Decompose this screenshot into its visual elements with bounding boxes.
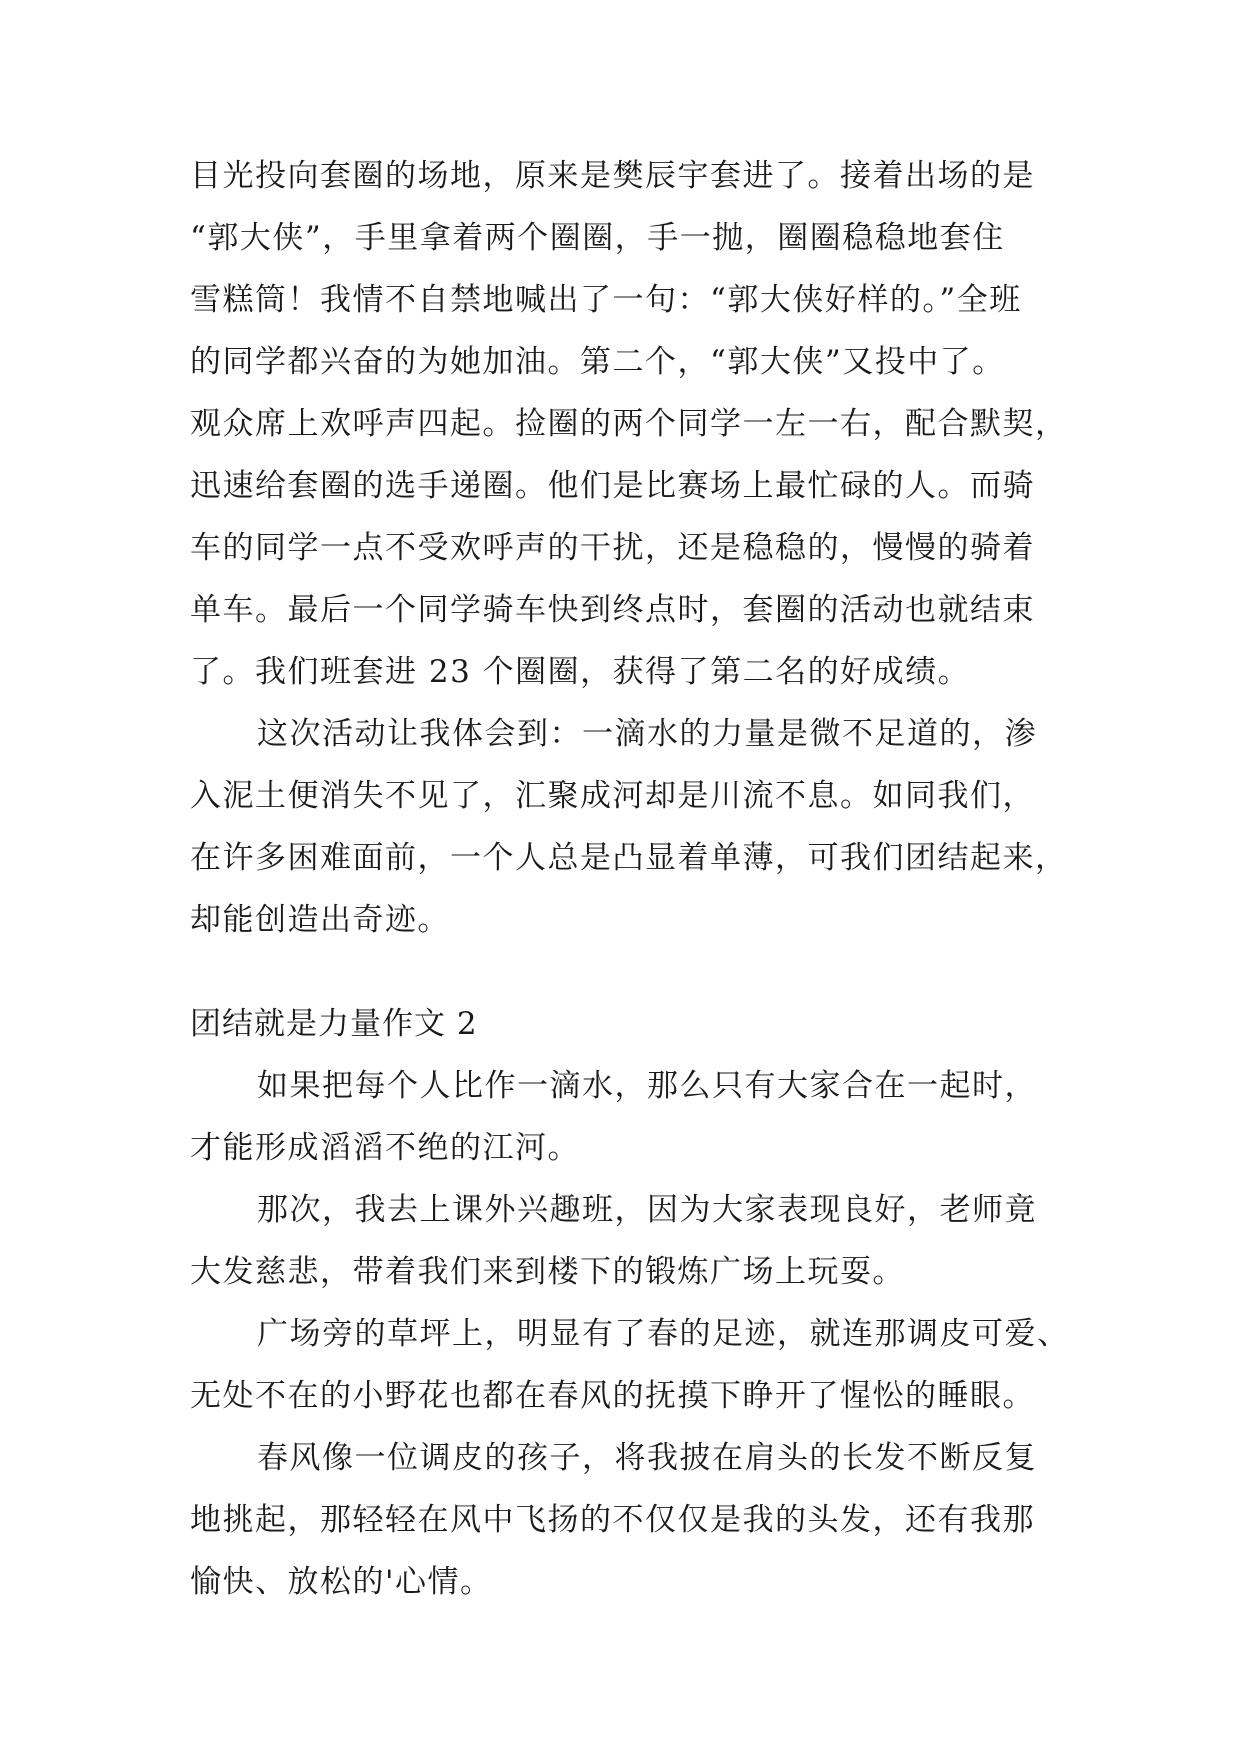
paragraph-line: 迅速给套圈的选手递圈。他们是比赛场上最忙碌的人。而骑 [190,468,1035,504]
section-title: 团结就是力量作文 2 [190,1006,478,1042]
paragraph-line: 单车。最后一个同学骑车快到终点时，套圈的活动也就结束 [190,592,1035,628]
paragraph-line: 目光投向套圈的场地，原来是樊辰宇套进了。接着出场的是 [190,158,1035,194]
paragraph-line: 无处不在的小野花也都在春风的抚摸下睁开了惺忪的睡眼。 [190,1378,1035,1414]
paragraph-line: “郭大侠”，手里拿着两个圈圈，手一抛，圈圈稳稳地套住 [190,220,1005,256]
paragraph-line: 入泥土便消失不见了，汇聚成河却是川流不息。如同我们， [190,778,1035,814]
paragraph-line: 的同学都兴奋的为她加油。第二个，“郭大侠”又投中了。 [190,344,1005,380]
paragraph-line: 如果把每个人比作一滴水，那么只有大家合在一起时， [257,1068,1037,1104]
paragraph-line: 了。我们班套进 23 个圈圈，获得了第二名的好成绩。 [190,654,971,690]
paragraph-line: 愉快、放松的'心情。 [190,1564,493,1600]
paragraph-line: 在许多困难面前，一个人总是凸显着单薄，可我们团结起来， [190,840,1068,876]
paragraph-line: 观众席上欢呼声四起。捡圈的两个同学一左一右，配合默契， [190,406,1068,442]
paragraph-line: 车的同学一点不受欢呼声的干扰，还是稳稳的，慢慢的骑着 [190,530,1035,566]
paragraph-line: 春风像一位调皮的孩子，将我披在肩头的长发不断反复 [257,1440,1037,1476]
paragraph-line: 地挑起，那轻轻在风中飞扬的不仅仅是我的头发，还有我那 [190,1502,1035,1538]
paragraph-line: 广场旁的草坪上，明显有了春的足迹，就连那调皮可爱、 [257,1316,1070,1352]
paragraph-line: 却能创造出奇迹。 [190,902,450,938]
paragraph-line: 大发慈悲，带着我们来到楼下的锻炼广场上玩耍。 [190,1254,905,1290]
paragraph-line: 这次活动让我体会到：一滴水的力量是微不足道的，渗 [257,716,1037,752]
paragraph-line: 那次，我去上课外兴趣班，因为大家表现良好，老师竟 [257,1192,1037,1228]
paragraph-line: 才能形成滔滔不绝的江河。 [190,1130,580,1166]
paragraph-line: 雪糕筒！我情不自禁地喊出了一句：“郭大侠好样的。”全班 [190,282,1022,318]
